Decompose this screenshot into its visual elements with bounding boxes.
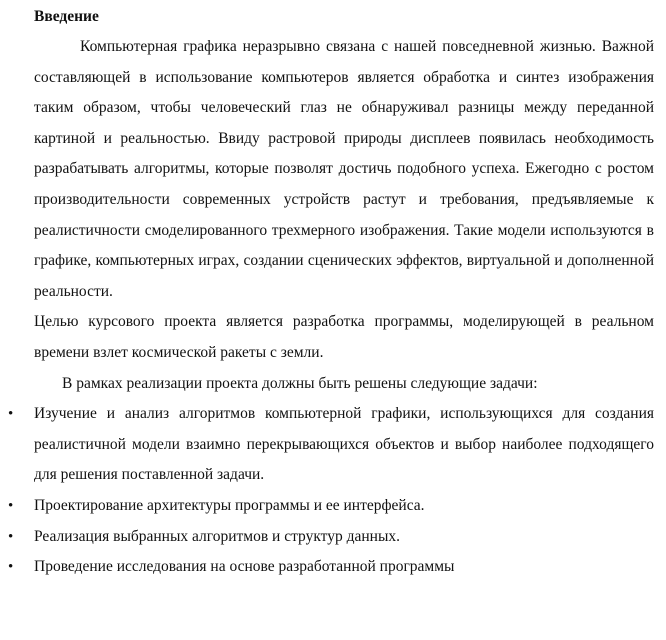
task-item — [8, 399, 654, 491]
goal-paragraph: Целью курсового проекта является разработка программы, моделирующей в реальном времени взлет космической ракеты с земли. — [34, 313, 654, 361]
bullet-icon: • — [8, 406, 14, 423]
section-heading: Введение — [34, 8, 99, 25]
task-text: Реализация выбранных алгоритмов и структур данных. — [34, 527, 401, 545]
bullet-icon: • — [8, 559, 14, 576]
task-item — [8, 552, 654, 583]
task-list — [8, 399, 654, 583]
task-item — [8, 491, 654, 522]
task-item — [8, 522, 654, 553]
intro-paragraph: Компьютерная графика неразрывно связана с нашей повседневной жизнью. Важной составляющей в использование компьютеров является обработка и синтез изображения таким образом, чтобы человеческий глаз не обнаруживал разницы между переданной картиной и реальностью. Ввиду растровой природы дисплеев появилась необходимость разрабатывать алгоритмы, которые позволят достичь подобного успеха. Ежегодно с ростом производительности современных устройств растут и требования, предъявляемые к реалистичности смоделированного трехмерного изображения. Такие модели используются в графике, компьютерных играх, создании сценических эффектов, виртуальной и дополненной реальности. — [34, 38, 654, 300]
tasks-intro-paragraph: В рамках реализации проекта должны быть решены следующие задачи: — [62, 374, 538, 392]
bullet-icon: • — [8, 528, 14, 545]
bullet-icon: • — [8, 497, 14, 514]
task-text: Проведение исследования на основе разработанной программы — [34, 558, 455, 576]
document-page — [8, 6, 654, 583]
task-text: Изучение и анализ алгоритмов компьютерной графики, использующихся для создания реалистичной модели взаимно перекрывающихся объектов и выбор наиболее подходящего для решения поставленной задачи. — [34, 405, 654, 484]
task-text: Проектирование архитектуры программы и ее интерфейса. — [34, 496, 425, 514]
